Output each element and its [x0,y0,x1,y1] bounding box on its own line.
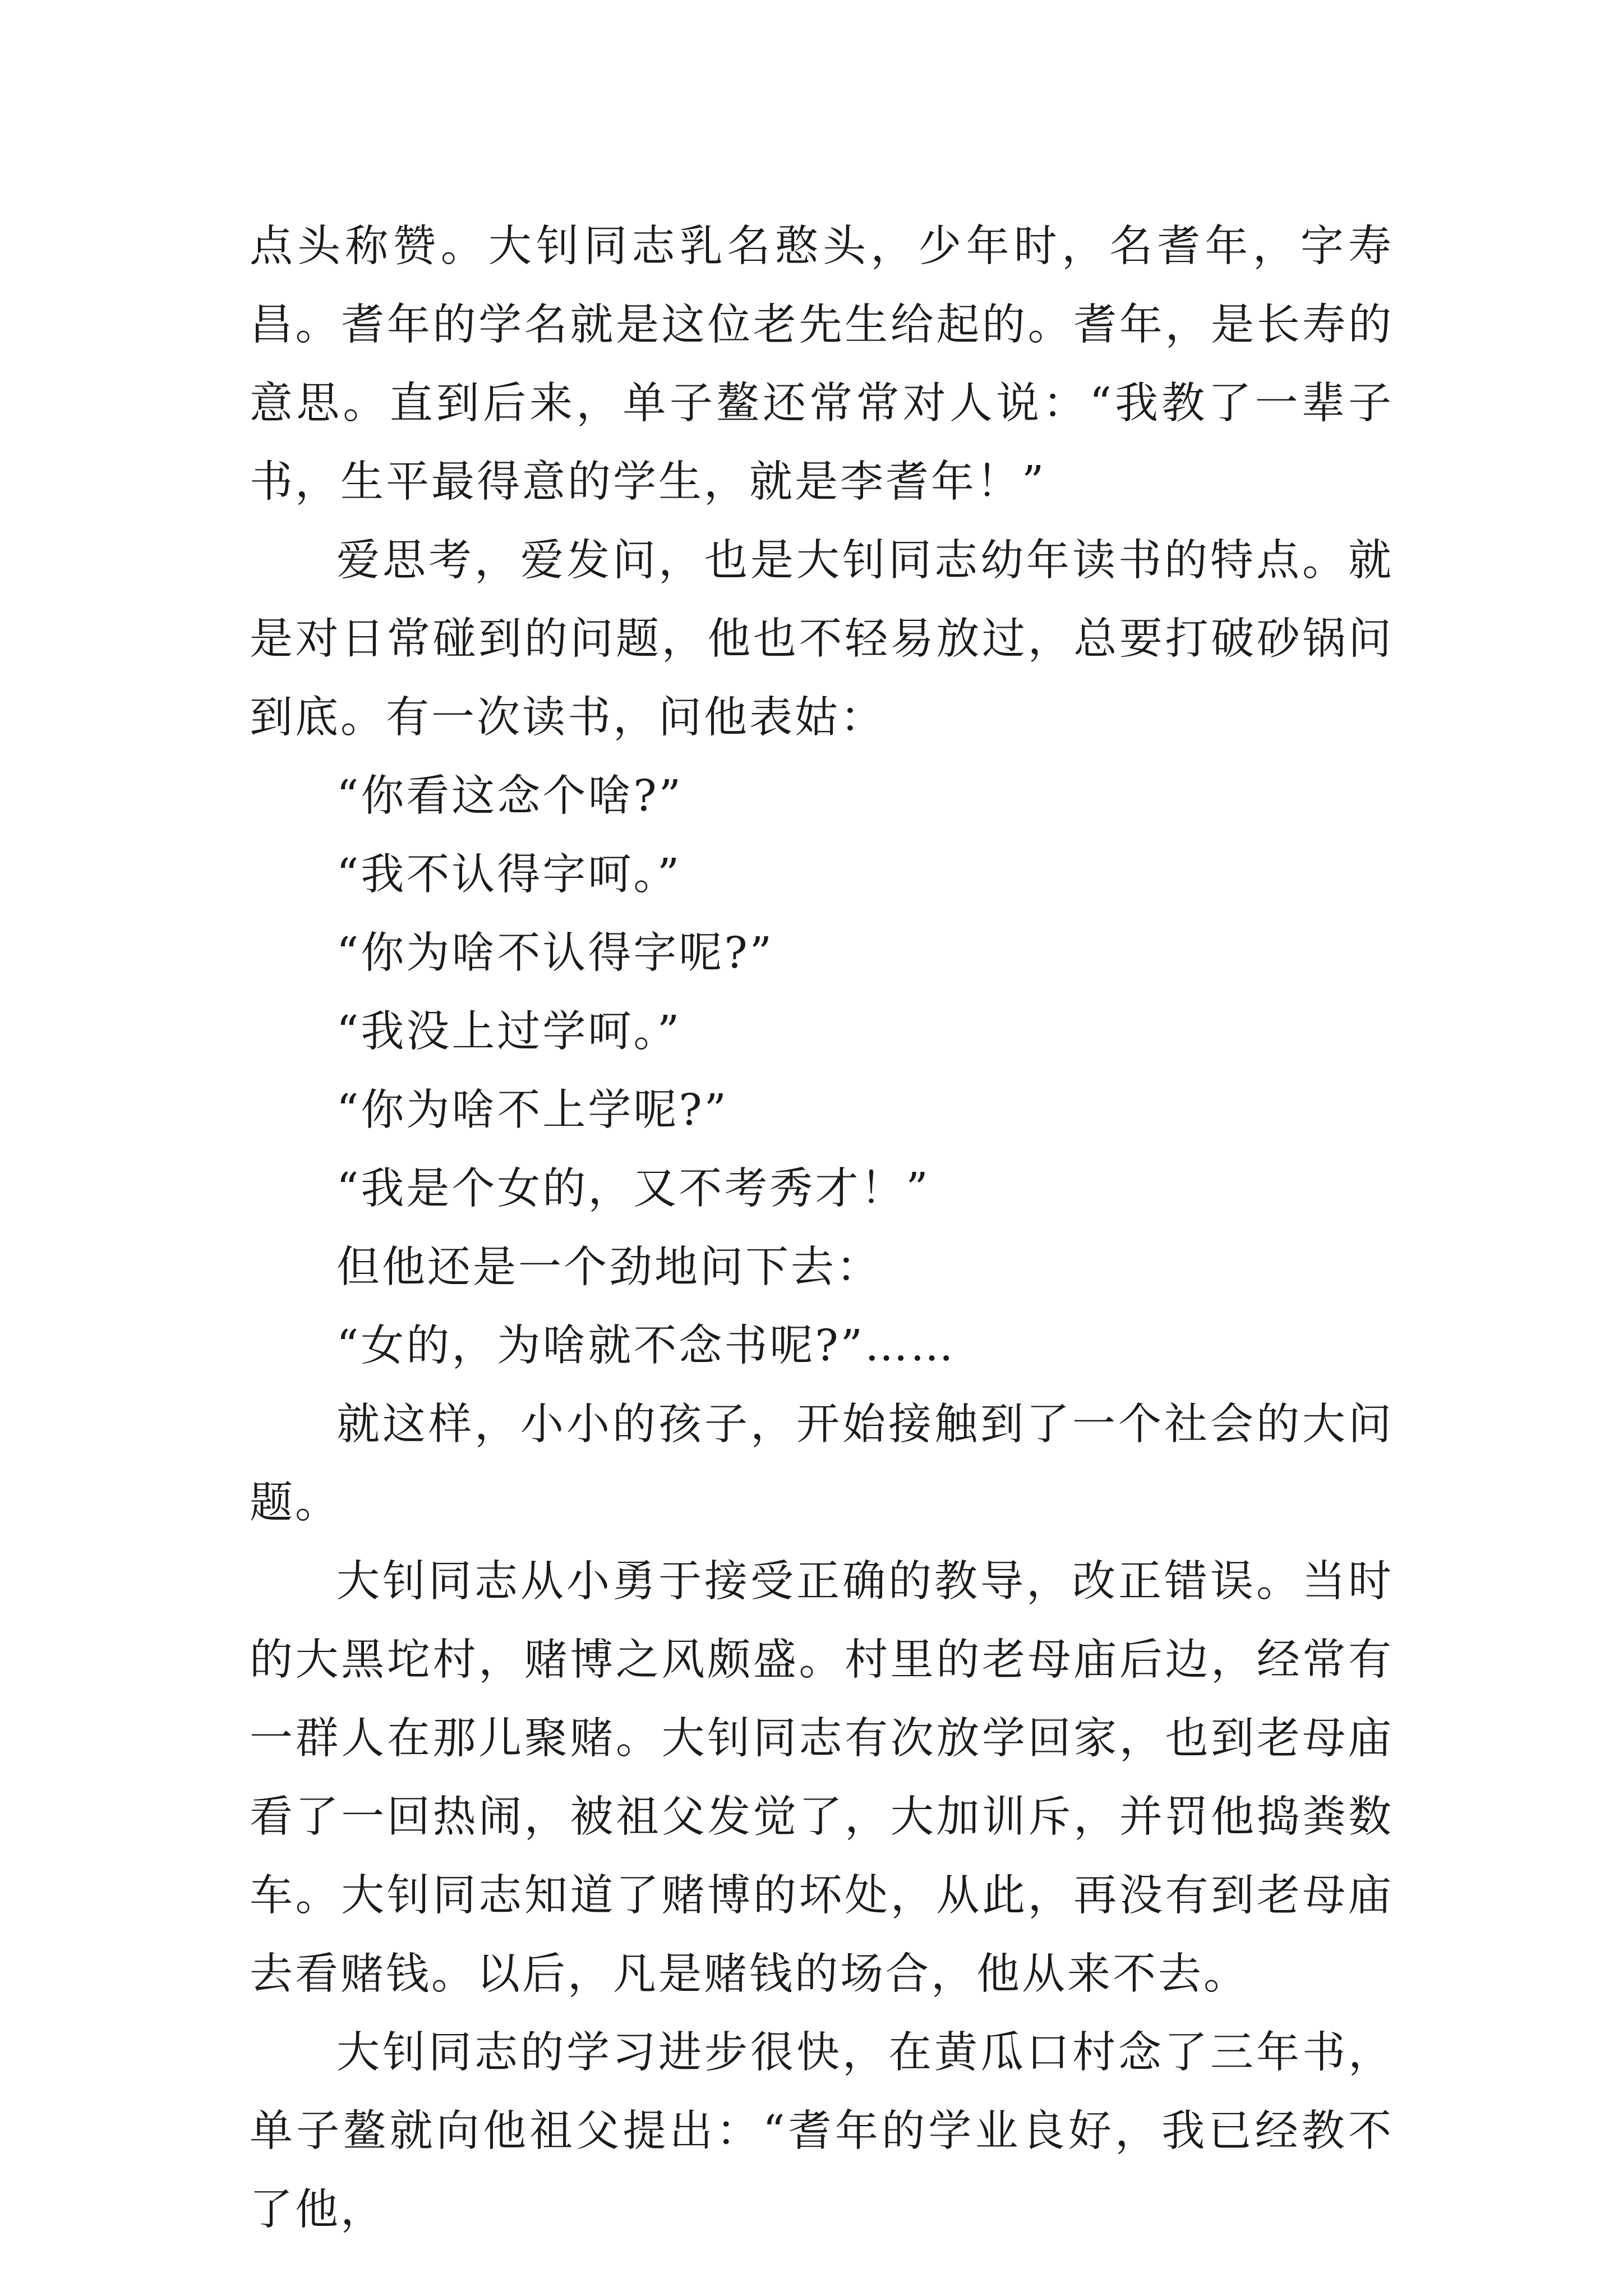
dialogue-line: “女的，为啥就不念书呢?”…… [336,1321,956,1371]
paragraph: 点头称赞。大钊同志乳名憨头，少年时，名耆年，字寿昌。耆年的学名就是这位老先生给起的。耆年，是长寿的意思。直到后来，单子鳌还常常对人说：“我教了一辈子书，生平最得意的学生，就是李耆年！” [250,222,1394,507]
dialogue-line: “你为啥不认得字呢?” [336,928,774,978]
paragraph: 爱思考，爱发问，也是大钊同志幼年读书的特点。就是对日常碰到的问题，他也不轻易放过，总要打破砂锅问到底。有一次读书，问他表姑： [250,536,1394,743]
dialogue-line: “我是个女的，又不考秀才！” [336,1164,930,1214]
dialogue-line: “你为啥不上学呢?” [336,1085,729,1135]
dialogue-line: “我不认得字呵。” [336,850,682,900]
paragraph: 大钊同志从小勇于接受正确的教导，改正错误。当时的大黑坨村，赌博之风颇盛。村里的老母庙后边，经常有一群人在那儿聚赌。大钊同志有次放学回家，也到老母庙看了一回热闹，被祖父发觉了，大加训斥，并罚他捣粪数车。大钊同志知道了赌博的坏处，从此，再没有到老母庙去看赌钱。以后，凡是赌钱的场合，他从来不去。 [250,1557,1394,1999]
dialogue-line: “你看这念个啥?” [336,771,684,821]
paragraph: 就这样，小小的孩子，开始接触到了一个社会的大问题。 [250,1400,1394,1528]
body-text [250,208,1394,2249]
paragraph: 大钊同志的学习进步很快，在黄瓜口村念了三年书，单子鳌就向他祖父提出：“耆年的学业良好，我已经教不了他， [250,2028,1394,2235]
dialogue-line: “我没上过学呵。” [336,1007,682,1057]
paragraph: 但他还是一个劲地问下去： [336,1243,882,1292]
